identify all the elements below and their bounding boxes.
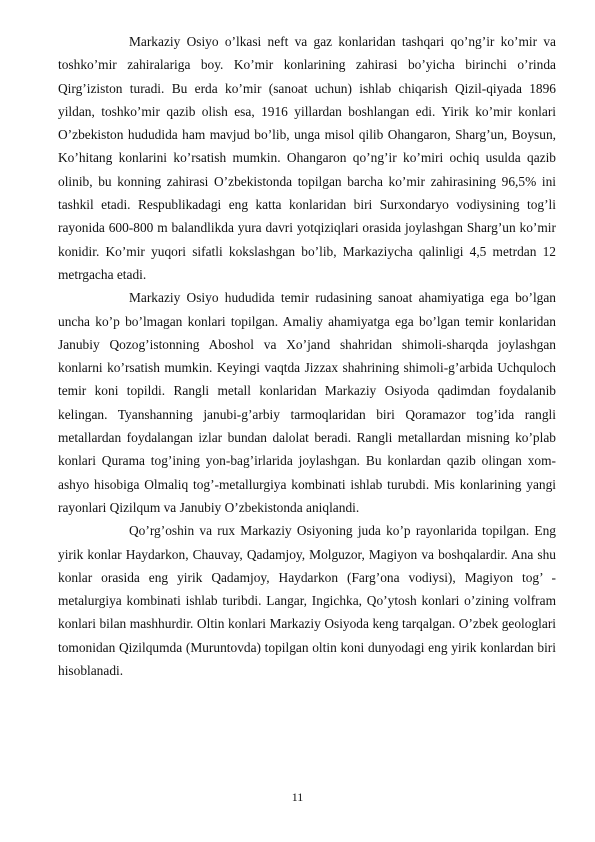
document-body: [58, 30, 556, 682]
paragraph-iron-copper-deposits: Markaziy Osiyo hududida temir rudasining sanoat ahamiyatiga ega bo’lgan uncha ko’p bo’lmagan konlari topilgan. Amaliy ahamiyatga ega bo’lgan temir konlaridan Janubiy Qozog’istonning Aboshol va Xo’jand shahridan shimoli-sharqda joylashgan konlarni ko’rsatish mumkin. Keyingi vaqtda Jizzax shahrining shimoli-g’arbida Uchquloch temir koni topildi. Rangli metall konlaridan Markaziy Osiyoda qadimdan foydalanib kelingan. Tyanshanning janubi-g’arbiy tarmoqlaridan biri Qoramazor tog’ida rangli metallardan foydalangan izlar bundan dalolat beradi. Rangli metallardan misning ko’plab konlari Qurama tog’ining yon-bag’irlarida joylashgan. Bu konlardan qazib olingan xom-ashyo hisobiga Olmaliq tog’-metallurgiya kombinati ishlab turubdi. Mis konlarining yangi rayonlari Qizilqum va Janubiy O’zbekistonda aniqlandi.: [58, 290, 556, 515]
paragraph-coal-deposits: Markaziy Osiyo o’lkasi neft va gaz konlaridan tashqari qo’ng’ir ko’mir va toshko’mir zahiralariga boy. Ko’mir konlarining zahirasi bo’yicha birinchi o’rinda Qirg’iziston turadi. Bu erda ko’mir (sanoat uchun) ishlab chiqarish Qizil-qiyada 1896 yildan, toshko’mir qazib olish esa, 1916 yillardan boshlangan edi. Yirik ko’mir konlari O’zbekiston hududida ham mavjud bo’lib, unga misol qilib Ohangaron, Sharg’un, Boysun, Ko’hitang konlarini ko’rsatish mumkin. Ohangaron qo’ng’ir ko’miri ochiq usulda qazib olinib, bu konning zahirasi O’zbekistonda topilgan barcha ko’mir zahirasining 96,5% ini tashkil etadi. Respublikadagi eng katta konlaridan biri Surxondaryo vodiysining tog’li rayonida 600-800 m balandlikda yura davri yotqiziqlari orasida joylashgan Sharg’un ko’mir konidir. Ko’mir yuqori sifatli kokslashgan bo’lib, Markaziycha qalinligi 4,5 metrdan 12 metrgacha etadi.: [58, 34, 556, 282]
paragraph-lead-zinc-gold-deposits: Qo’rg’oshin va rux Markaziy Osiyoning juda ko’p rayonlarida topilgan. Eng yirik konlar Haydarkon, Chauvay, Qadamjoy, Molguzor, Magiyon va boshqalardir. Ana shu konlar orasida eng yirik Qadamjoy, Haydarkon (Farg’ona vodiysi), Magiyon tog’ - metalurgiya kombinati ishlab turibdi. Langar, Ingichka, Qo’ytosh konlari o’zining volfram konlari bilan mashhurdir. Oltin konlari Markaziy Osiyoda keng tarqalgan. O’zbek geologlari tomonidan Qizilqumda (Muruntovda) topilgan oltin koni dunyodagi eng yirik konlardan biri hisoblanadi.: [58, 523, 556, 679]
page-number: 11: [291, 790, 304, 804]
